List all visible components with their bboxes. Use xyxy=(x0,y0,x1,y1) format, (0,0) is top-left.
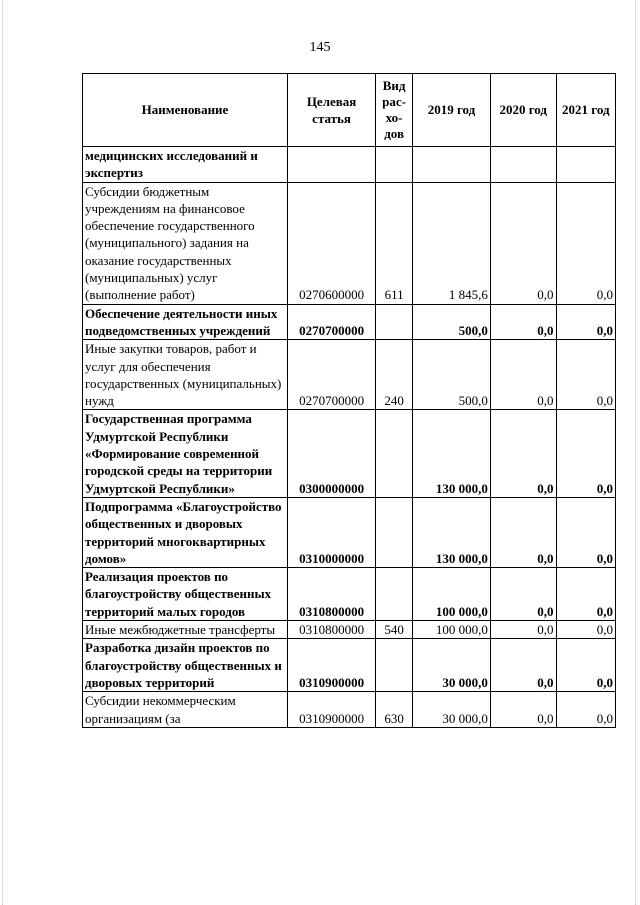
cell-expense-kind: 611 xyxy=(376,182,413,304)
cell-year-2019: 1 845,6 xyxy=(413,182,491,304)
cell-target-article: 0310000000 xyxy=(288,497,376,567)
cell-year-2021: 0,0 xyxy=(556,568,615,621)
cell-year-2021 xyxy=(556,147,615,183)
cell-expense-kind xyxy=(376,568,413,621)
cell-year-2020 xyxy=(490,147,556,183)
table-row xyxy=(83,410,616,497)
cell-name: Государственная программа Удмуртской Республики «Формирование современной городской среды на территории Удмуртской Республики» xyxy=(83,410,288,497)
table-row xyxy=(83,692,616,728)
cell-year-2019 xyxy=(413,147,491,183)
table-row xyxy=(83,340,616,410)
header-year-2020: 2020 год xyxy=(490,74,556,147)
cell-year-2019: 30 000,0 xyxy=(413,639,491,692)
cell-expense-kind: 240 xyxy=(376,340,413,410)
budget-table xyxy=(82,73,616,728)
cell-expense-kind xyxy=(376,304,413,340)
cell-target-article: 0270700000 xyxy=(288,304,376,340)
cell-target-article xyxy=(288,147,376,183)
cell-name: Субсидии бюджетным учреждениям на финансовое обеспечение государственного (муниципального) задания на оказание государственных (муниципальных) услуг (выполнение работ) xyxy=(83,182,288,304)
cell-target-article: 0310900000 xyxy=(288,692,376,728)
cell-year-2019: 30 000,0 xyxy=(413,692,491,728)
cell-target-article: 0310800000 xyxy=(288,621,376,639)
cell-name: Иные межбюджетные трансферты xyxy=(83,621,288,639)
cell-expense-kind: 540 xyxy=(376,621,413,639)
cell-name: Подпрограмма «Благоустройство общественных и дворовых территорий многоквартирных домов» xyxy=(83,497,288,567)
cell-expense-kind xyxy=(376,497,413,567)
scan-edge-left xyxy=(2,0,9,905)
cell-expense-kind: 630 xyxy=(376,692,413,728)
cell-year-2021: 0,0 xyxy=(556,621,615,639)
table-row xyxy=(83,621,616,639)
page-number: 145 xyxy=(309,40,331,55)
header-year-2019: 2019 год xyxy=(413,74,491,147)
cell-year-2020: 0,0 xyxy=(490,340,556,410)
header-expense-kind: Вид рас-хо-дов xyxy=(376,74,413,147)
cell-name: Иные закупки товаров, работ и услуг для обеспечения государственных (муниципальных) нужд xyxy=(83,340,288,410)
cell-year-2020: 0,0 xyxy=(490,621,556,639)
cell-year-2019: 130 000,0 xyxy=(413,497,491,567)
header-target-article: Целевая статья xyxy=(288,74,376,147)
table-row xyxy=(83,182,616,304)
cell-target-article: 0310800000 xyxy=(288,568,376,621)
cell-name: Субсидии некоммерческим организациям (за xyxy=(83,692,288,728)
cell-target-article: 0270700000 xyxy=(288,340,376,410)
cell-year-2020: 0,0 xyxy=(490,568,556,621)
cell-name: Разработка дизайн проектов по благоустройству общественных и дворовых территорий xyxy=(83,639,288,692)
cell-target-article: 0310900000 xyxy=(288,639,376,692)
cell-year-2020: 0,0 xyxy=(490,410,556,497)
cell-year-2020: 0,0 xyxy=(490,304,556,340)
cell-year-2019: 100 000,0 xyxy=(413,568,491,621)
table-row xyxy=(83,568,616,621)
cell-year-2020: 0,0 xyxy=(490,182,556,304)
cell-year-2021: 0,0 xyxy=(556,340,615,410)
cell-year-2021: 0,0 xyxy=(556,410,615,497)
cell-year-2021: 0,0 xyxy=(556,304,615,340)
header-year-2021: 2021 год xyxy=(556,74,615,147)
cell-year-2021: 0,0 xyxy=(556,639,615,692)
cell-expense-kind xyxy=(376,410,413,497)
table-header-row xyxy=(83,74,616,147)
cell-name: Реализация проектов по благоустройству общественных территорий малых городов xyxy=(83,568,288,621)
cell-year-2020: 0,0 xyxy=(490,639,556,692)
cell-year-2020: 0,0 xyxy=(490,497,556,567)
table-row xyxy=(83,304,616,340)
cell-year-2020: 0,0 xyxy=(490,692,556,728)
scan-edge-right xyxy=(629,0,636,905)
cell-year-2021: 0,0 xyxy=(556,497,615,567)
cell-year-2021: 0,0 xyxy=(556,182,615,304)
cell-year-2019: 130 000,0 xyxy=(413,410,491,497)
cell-year-2019: 500,0 xyxy=(413,340,491,410)
cell-target-article: 0270600000 xyxy=(288,182,376,304)
table-row xyxy=(83,497,616,567)
cell-year-2019: 100 000,0 xyxy=(413,621,491,639)
cell-expense-kind xyxy=(376,147,413,183)
cell-name: Обеспечение деятельности иных подведомственных учреждений xyxy=(83,304,288,340)
cell-target-article: 0300000000 xyxy=(288,410,376,497)
cell-name: медицинских исследований и экспертиз xyxy=(83,147,288,183)
cell-year-2019: 500,0 xyxy=(413,304,491,340)
cell-expense-kind xyxy=(376,639,413,692)
table-row xyxy=(83,639,616,692)
cell-year-2021: 0,0 xyxy=(556,692,615,728)
header-name: Наименование xyxy=(83,74,288,147)
table-row xyxy=(83,147,616,183)
